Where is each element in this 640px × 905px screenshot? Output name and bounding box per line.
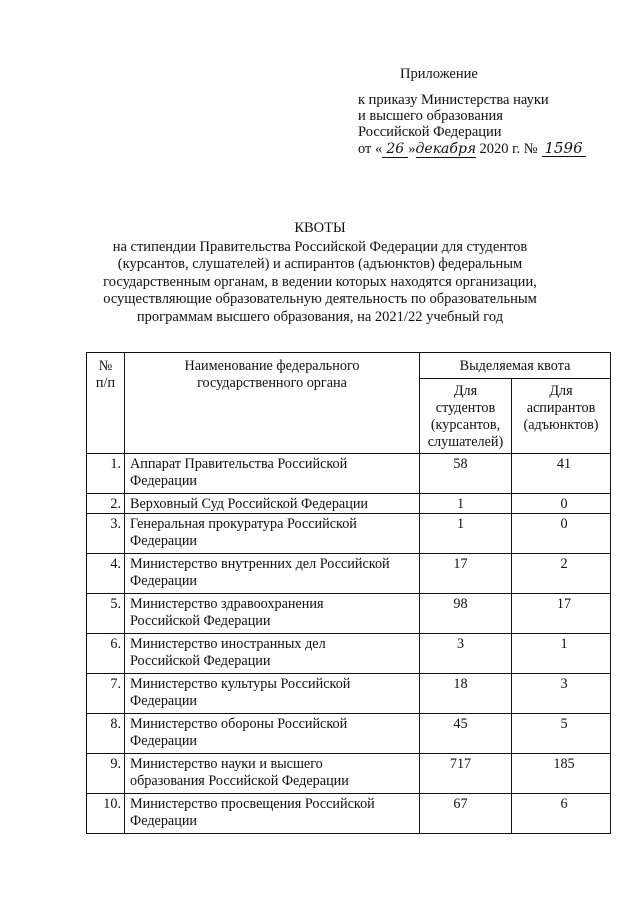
student-quota-value: 17 bbox=[453, 556, 468, 572]
appendix-block bbox=[358, 66, 618, 158]
agency-name-line-1: Генеральная прокуратура Российской bbox=[130, 516, 357, 532]
header-grad-line-2: аспирантов bbox=[526, 400, 596, 416]
graduate-quota bbox=[512, 454, 611, 494]
order-date-line bbox=[358, 140, 618, 158]
table-row bbox=[87, 454, 611, 494]
heading-title: КВОТЫ bbox=[294, 220, 346, 236]
student-quota bbox=[420, 554, 512, 594]
header-name-line-1: Наименование федерального bbox=[184, 358, 360, 374]
student-quota-value: 45 bbox=[453, 716, 468, 732]
student-quota-value: 58 bbox=[453, 456, 468, 472]
student-quota bbox=[420, 754, 512, 794]
student-quota-value: 98 bbox=[453, 596, 468, 612]
student-quota-value: 1 bbox=[456, 516, 465, 532]
appendix-line-3: Российской Федерации bbox=[358, 124, 502, 140]
header-number-line-2: п/п bbox=[95, 375, 116, 391]
agency-name bbox=[125, 714, 420, 754]
quota-table-body bbox=[87, 454, 611, 834]
table-row bbox=[87, 554, 611, 594]
row-number: 1. bbox=[87, 454, 125, 494]
student-quota bbox=[420, 514, 512, 554]
student-quota bbox=[420, 634, 512, 674]
agency-name-line-2: Федерации bbox=[130, 473, 198, 489]
agency-name-line-1: Министерство культуры Российской bbox=[130, 676, 351, 692]
agency-name-line-2: Федерации bbox=[130, 813, 198, 829]
agency-name bbox=[125, 754, 420, 794]
header-students-line-4: слушателей) bbox=[427, 434, 504, 450]
student-quota bbox=[420, 594, 512, 634]
agency-name-line-1: Министерство иностранных дел bbox=[130, 636, 326, 652]
agency-name bbox=[125, 674, 420, 714]
header-number-line-1: № bbox=[98, 358, 113, 374]
header-number bbox=[87, 353, 125, 454]
agency-name-line-1: Министерство здравоохранения bbox=[130, 596, 324, 612]
agency-name bbox=[125, 514, 420, 554]
table-row bbox=[87, 674, 611, 714]
agency-name bbox=[125, 554, 420, 594]
agency-name-line-2: Федерации bbox=[130, 693, 198, 709]
heading-line-5: программам высшего образования, на 2021/22 учебный год bbox=[136, 308, 504, 325]
appendix-line-2: и высшего образования bbox=[358, 108, 503, 124]
handwritten-order-number: 1596 bbox=[542, 140, 586, 157]
graduate-quota bbox=[512, 634, 611, 674]
row-number: 5. bbox=[87, 594, 125, 634]
agency-name bbox=[125, 594, 420, 634]
graduate-quota bbox=[512, 754, 611, 794]
handwritten-month: декабря bbox=[415, 141, 477, 157]
graduate-quota-value: 0 bbox=[560, 496, 568, 512]
student-quota-value: 1 bbox=[456, 496, 465, 512]
student-quota bbox=[420, 454, 512, 494]
graduate-quota-value: 17 bbox=[556, 596, 572, 612]
header-students-line-2: студентов bbox=[435, 400, 496, 416]
agency-name bbox=[125, 494, 420, 514]
row-number: 9. bbox=[87, 754, 125, 794]
graduate-quota bbox=[512, 714, 611, 754]
agency-name-line-2: Российской Федерации bbox=[130, 613, 271, 629]
row-number: 7. bbox=[87, 674, 125, 714]
agency-name-line-1: Министерство просвещения Российской bbox=[130, 796, 375, 812]
table-row bbox=[87, 754, 611, 794]
student-quota bbox=[420, 714, 512, 754]
agency-name-line-2: Российской Федерации bbox=[130, 653, 271, 669]
header-grad-line-1: Для bbox=[549, 383, 573, 399]
agency-name-line-1: Министерство науки и высшего bbox=[130, 756, 323, 772]
graduate-quota bbox=[512, 514, 611, 554]
row-number: 4. bbox=[87, 554, 125, 594]
student-quota-value: 18 bbox=[453, 676, 468, 692]
agency-name bbox=[125, 454, 420, 494]
header-students-line-1: Для bbox=[453, 383, 478, 399]
agency-name-line-2: Федерации bbox=[130, 533, 198, 549]
header-allocated-quota: Выделяемая квота bbox=[420, 353, 611, 379]
graduate-quota-value: 41 bbox=[556, 456, 572, 472]
date-mid: » bbox=[408, 141, 416, 157]
header-students-line-3: (курсантов, bbox=[430, 417, 501, 433]
student-quota bbox=[420, 494, 512, 514]
student-quota bbox=[420, 794, 512, 834]
graduate-quota bbox=[512, 674, 611, 714]
student-quota-value: 3 bbox=[456, 636, 465, 652]
document-heading bbox=[100, 220, 540, 326]
row-number: 3. bbox=[87, 514, 125, 554]
graduate-quota-value: 6 bbox=[560, 796, 568, 812]
graduate-quota-value: 5 bbox=[560, 716, 568, 732]
date-year: 2020 г. № bbox=[479, 141, 538, 157]
agency-name-line-2: образования Российской Федерации bbox=[130, 773, 349, 789]
appendix-title: Приложение bbox=[400, 66, 478, 82]
graduate-quota bbox=[512, 594, 611, 634]
agency-name-line-1: Министерство внутренних дел Российской bbox=[130, 556, 390, 572]
graduate-quota-value: 3 bbox=[560, 676, 568, 692]
table-row bbox=[87, 514, 611, 554]
agency-name-line-1: Аппарат Правительства Российской bbox=[130, 456, 348, 472]
table-row bbox=[87, 634, 611, 674]
table-row bbox=[87, 794, 611, 834]
header-name-line-2: государственного органа bbox=[197, 375, 347, 391]
header-agency-name bbox=[125, 353, 420, 454]
graduate-quota bbox=[512, 794, 611, 834]
appendix-line-1: к приказу Министерства науки bbox=[358, 92, 549, 108]
agency-name-line-1: Министерство обороны Российской bbox=[130, 716, 348, 732]
header-grad-line-3: (адъюнктов) bbox=[523, 417, 599, 433]
graduate-quota bbox=[512, 494, 611, 514]
table-row bbox=[87, 714, 611, 754]
row-number: 8. bbox=[87, 714, 125, 754]
agency-name-line-1: Верховный Суд Российской Федерации bbox=[130, 496, 369, 512]
agency-name bbox=[125, 794, 420, 834]
heading-line-1: на стипендии Правительства Российской Федерации для студентов bbox=[112, 238, 528, 255]
header-students bbox=[420, 379, 512, 454]
table-row bbox=[87, 494, 611, 514]
date-prefix: от « bbox=[358, 141, 383, 157]
row-number: 10. bbox=[87, 794, 125, 834]
agency-name-line-2: Федерации bbox=[130, 573, 198, 589]
student-quota bbox=[420, 674, 512, 714]
graduate-quota-value: 0 bbox=[560, 516, 568, 532]
header-graduate-students bbox=[512, 379, 611, 454]
graduate-quota-value: 1 bbox=[560, 636, 568, 652]
student-quota-value: 67 bbox=[453, 796, 468, 812]
row-number: 6. bbox=[87, 634, 125, 674]
agency-name-line-2: Федерации bbox=[130, 733, 198, 749]
row-number: 2. bbox=[87, 494, 125, 514]
graduate-quota-value: 185 bbox=[553, 756, 575, 772]
heading-line-4: осуществляющие образовательную деятельность по образовательным bbox=[103, 291, 537, 307]
student-quota-value: 717 bbox=[449, 756, 472, 772]
agency-name bbox=[125, 634, 420, 674]
handwritten-day: 26 bbox=[382, 141, 408, 158]
heading-line-3: государственным органам, в ведении которых находятся организации, bbox=[103, 273, 537, 290]
quota-table bbox=[86, 352, 611, 834]
table-row bbox=[87, 594, 611, 634]
graduate-quota-value: 2 bbox=[560, 556, 568, 572]
graduate-quota bbox=[512, 554, 611, 594]
heading-line-2: (курсантов, слушателей) и аспирантов (адъюнктов) федеральным bbox=[117, 256, 523, 272]
